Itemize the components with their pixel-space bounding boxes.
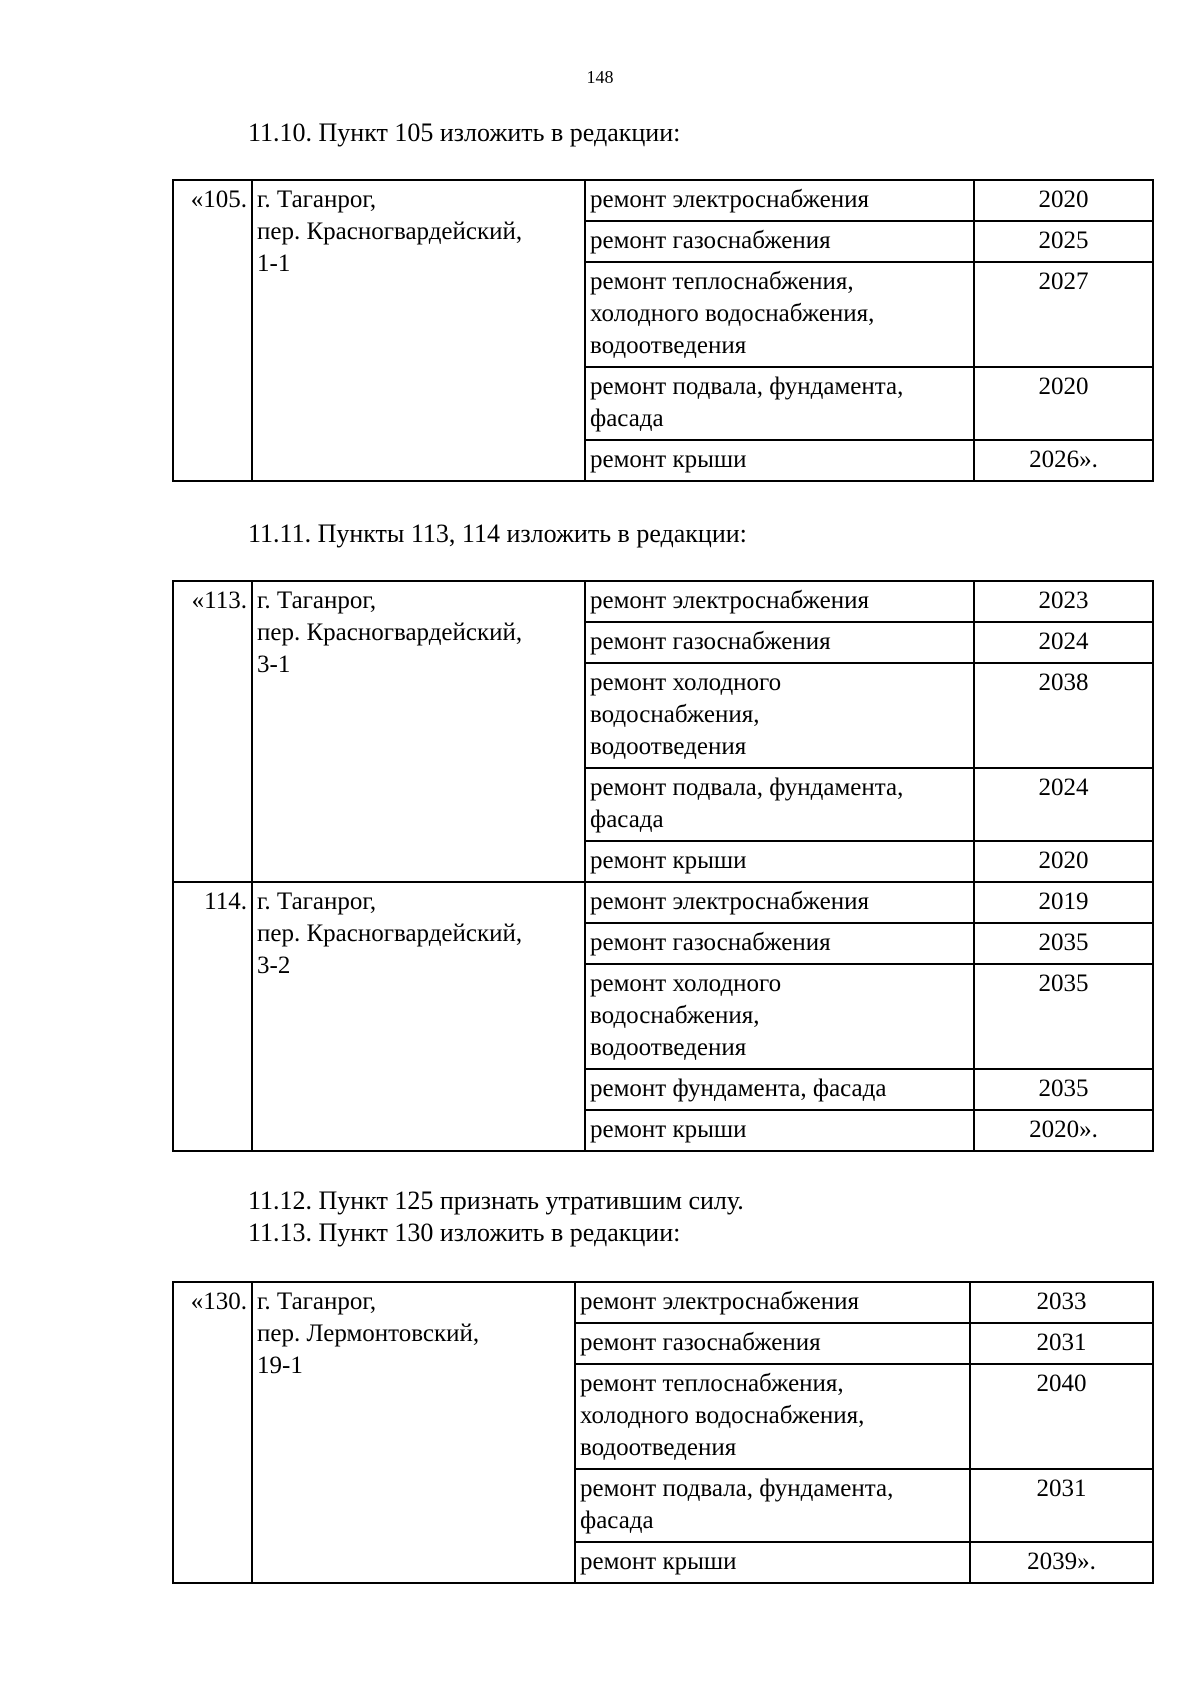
address-line: г. Таганрог, [257,888,377,915]
work-type-cell [575,1282,970,1323]
work-type-line: ремонт подвала, фундамента, [580,1475,894,1502]
work-type-line: ремонт холодного [590,970,782,997]
work-type-line: водоснабжения, [590,1002,760,1029]
year-cell: 2039». [970,1542,1153,1583]
table-item-130 [172,1281,1154,1584]
year-cell: 2020». [974,1110,1153,1151]
page-number: 148 [586,67,614,87]
item-number: «130. [173,1282,252,1583]
address-line: 3-2 [257,952,291,979]
address-line: 19-1 [257,1352,303,1379]
work-type-cell [585,581,974,622]
work-type-line: холодного водоснабжения, [590,300,875,327]
year-cell: 2038 [974,663,1153,768]
year-cell: 2040 [970,1364,1153,1469]
work-type-line: ремонт крыши [590,847,747,874]
work-type-cell [585,262,974,367]
work-type-line: ремонт электроснабжения [580,1288,859,1315]
year-cell: 2019 [974,882,1153,923]
year-cell: 2026». [974,440,1153,481]
work-type-line: водоотведения [590,332,747,359]
work-type-cell [585,180,974,221]
work-type-cell [575,1323,970,1364]
address-line: 1-1 [257,250,291,277]
work-type-line: ремонт электроснабжения [590,587,869,614]
year-cell: 2020 [974,180,1153,221]
work-type-line: водоотведения [580,1434,737,1461]
year-cell: 2020 [974,367,1153,440]
year-cell: 2035 [974,1069,1153,1110]
work-type-line: фасада [590,405,664,432]
work-type-line: ремонт газоснабжения [590,929,831,956]
work-type-cell [585,663,974,768]
work-type-cell [585,964,974,1069]
address-line: г. Таганрог, [257,186,377,213]
year-cell: 2031 [970,1469,1153,1542]
address-line: пер. Красногвардейский, [257,920,523,947]
item-number: «113. [173,581,252,882]
item-number: 114. [173,882,252,1151]
work-type-line: ремонт холодного [590,669,782,696]
address-line: пер. Лермонтовский, [257,1320,480,1347]
address-cell [252,1282,575,1583]
address-cell [252,882,585,1151]
year-cell: 2024 [974,622,1153,663]
work-type-line: ремонт фундамента, фасада [590,1075,887,1102]
work-type-line: ремонт крыши [590,446,747,473]
year-cell: 2033 [970,1282,1153,1323]
year-cell: 2031 [970,1323,1153,1364]
work-type-line: холодного водоснабжения, [580,1402,865,1429]
table-row [173,1282,1153,1323]
work-type-line: ремонт газоснабжения [590,628,831,655]
work-type-line: водоотведения [590,1034,747,1061]
work-type-cell [575,1364,970,1469]
work-type-line: ремонт электроснабжения [590,888,869,915]
year-cell: 2025 [974,221,1153,262]
paragraph-11-11: 11.11. Пункты 113, 114 изложить в редакции: [248,519,747,548]
work-type-cell [585,1069,974,1110]
work-type-line: ремонт теплоснабжения, [580,1370,844,1397]
year-cell: 2024 [974,768,1153,841]
work-type-cell [575,1542,970,1583]
item-number: «105. [173,180,252,481]
table-item-105 [172,179,1154,482]
work-type-line: ремонт крыши [580,1548,737,1575]
work-type-cell [585,768,974,841]
table-items-113-114 [172,580,1154,1152]
address-line: г. Таганрог, [257,587,377,614]
work-type-line: фасада [580,1507,654,1534]
year-cell: 2020 [974,841,1153,882]
address-line: пер. Красногвардейский, [257,619,523,646]
paragraph-11-10: 11.10. Пункт 105 изложить в редакции: [248,118,681,147]
address-line: 3-1 [257,651,291,678]
work-type-cell [575,1469,970,1542]
year-cell: 2023 [974,581,1153,622]
work-type-cell [585,1110,974,1151]
work-type-cell [585,367,974,440]
paragraph-11-12: 11.12. Пункт 125 признать утратившим силу. [248,1186,744,1215]
work-type-line: ремонт подвала, фундамента, [590,774,904,801]
table-row [173,882,1153,923]
paragraph-11-13: 11.13. Пункт 130 изложить в редакции: [248,1218,681,1247]
year-cell: 2027 [974,262,1153,367]
work-type-line: ремонт подвала, фундамента, [590,373,904,400]
work-type-cell [585,841,974,882]
work-type-line: ремонт электроснабжения [590,186,869,213]
year-cell: 2035 [974,923,1153,964]
work-type-line: ремонт теплоснабжения, [590,268,854,295]
work-type-cell [585,622,974,663]
work-type-cell [585,923,974,964]
work-type-line: ремонт крыши [590,1116,747,1143]
table-row [173,581,1153,622]
address-cell [252,180,585,481]
year-cell: 2035 [974,964,1153,1069]
work-type-line: фасада [590,806,664,833]
table-row [173,180,1153,221]
work-type-line: водоотведения [590,733,747,760]
work-type-cell [585,882,974,923]
address-cell [252,581,585,882]
work-type-cell [585,221,974,262]
work-type-line: ремонт газоснабжения [590,227,831,254]
work-type-line: водоснабжения, [590,701,760,728]
work-type-line: ремонт газоснабжения [580,1329,821,1356]
address-line: г. Таганрог, [257,1288,377,1315]
address-line: пер. Красногвардейский, [257,218,523,245]
work-type-cell [585,440,974,481]
